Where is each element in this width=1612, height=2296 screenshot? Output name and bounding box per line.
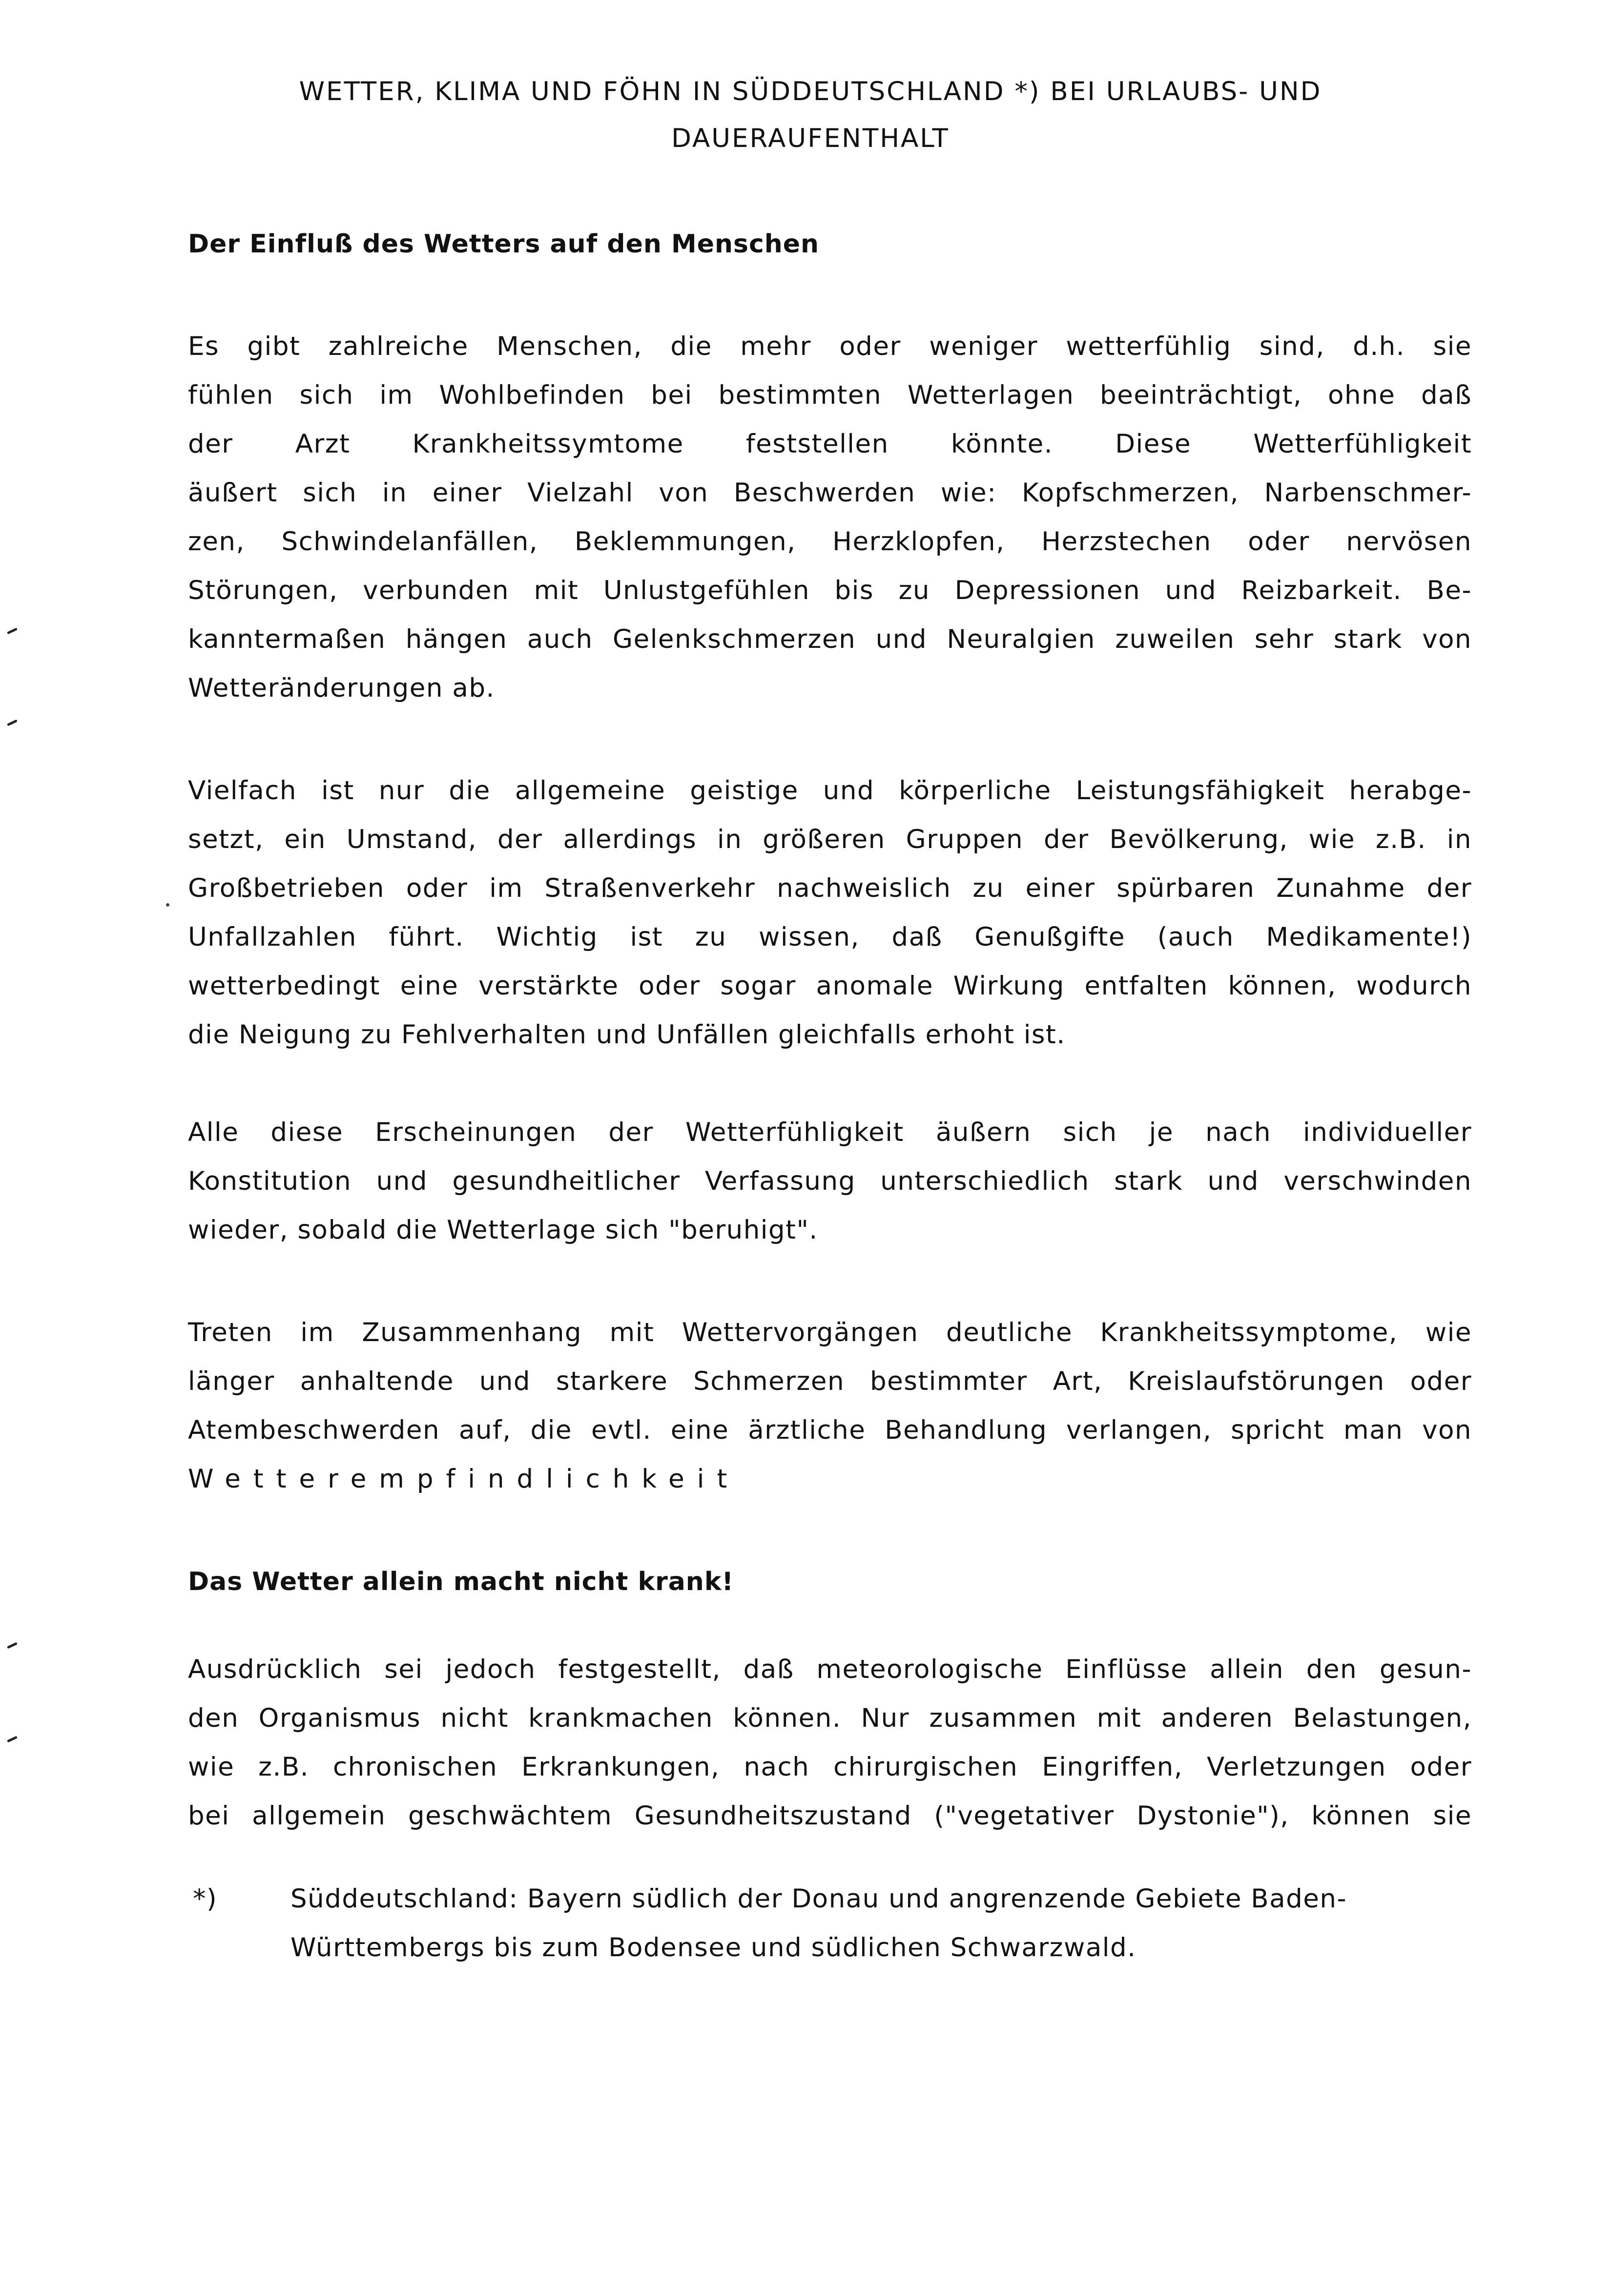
paragraph-3	[188, 1108, 1472, 1255]
paragraph-line: die Neigung zu Fehlverhalten und Unfällen gleichfalls erhoht ist.	[188, 1020, 1066, 1050]
paragraph-line: bei allgemein geschwächtem Gesundheitszustand ("vegetativer Dystonie"), können sie	[188, 1801, 1472, 1831]
section-heading-weather-influence: Der Einfluß des Wetters auf den Menschen	[188, 229, 820, 259]
paragraph-line: kanntermaßen hängen auch Gelenkschmerzen und Neuralgien zuweilen sehr stark von	[188, 624, 1472, 654]
paragraph-line: wieder, sobald die Wetterlage sich "beruhigt".	[188, 1215, 818, 1245]
paragraph-line: den Organismus nicht krankmachen können. Nur zusammen mit anderen Belastungen,	[188, 1703, 1472, 1733]
paragraph-line: Großbetrieben oder im Straßenverkehr nachweislich zu einer spürbaren Zunahme der	[188, 873, 1472, 903]
section-heading-weather-not-sick: Das Wetter allein macht nicht krank!	[188, 1567, 734, 1596]
paragraph-line: äußert sich in einer Vielzahl von Beschwerden wie: Kopfschmerzen, Narbenschmer-	[188, 478, 1472, 508]
paragraph-line: Störungen, verbunden mit Unlustgefühlen bis zu Depressionen und Reizbarkeit. Be-	[188, 576, 1472, 605]
scan-mark	[166, 903, 169, 907]
paragraph-line: setzt, ein Umstand, der allerdings in größeren Gruppen der Bevölkerung, wie z.B. in	[188, 825, 1472, 854]
scan-mark	[7, 720, 18, 726]
paragraph-line: Vielfach ist nur die allgemeine geistige und körperliche Leistungsfähigkeit herabge-	[188, 776, 1472, 806]
title-line-1: WETTER, KLIMA UND FÖHN IN SÜDDEUTSCHLAND *) BEI URLAUBS- UND	[299, 77, 1322, 106]
paragraph-line: zen, Schwindelanfällen, Beklemmungen, Herzklopfen, Herzstechen oder nervösen	[188, 527, 1472, 557]
document-title	[146, 68, 1474, 162]
paragraph-line: Ausdrücklich sei jedoch festgestellt, daß meteorologische Einflüsse allein den gesun-	[188, 1655, 1472, 1684]
paragraph-2	[188, 766, 1472, 1059]
paragraph-line: fühlen sich im Wohlbefinden bei bestimmten Wetterlagen beeinträchtigt, ohne daß	[188, 380, 1472, 410]
footnote-line: Württembergs bis zum Bodensee und südlichen Schwarzwald.	[290, 1933, 1137, 1963]
paragraph-line: wetterbedingt eine verstärkte oder sogar anomale Wirkung entfalten können, wodurch	[188, 971, 1472, 1001]
paragraph-1	[188, 322, 1472, 713]
paragraph-line: wie z.B. chronischen Erkrankungen, nach chirurgischen Eingriffen, Verletzungen oder	[188, 1752, 1472, 1782]
paragraph-line: Alle diese Erscheinungen der Wetterfühligkeit äußern sich je nach individueller	[188, 1117, 1472, 1147]
footnote-marker: *)	[193, 1884, 218, 1914]
paragraph-line: Konstitution und gesundheitlicher Verfassung unterschiedlich stark und verschwinden	[188, 1166, 1472, 1196]
paragraph-5	[188, 1645, 1472, 1841]
paragraph-line: länger anhaltende und starkere Schmerzen bestimmter Art, Kreislaufstörungen oder	[188, 1366, 1472, 1396]
title-line-2: DAUERAUFENTHALT	[671, 124, 950, 153]
scan-mark	[7, 628, 18, 635]
paragraph-line: Wetteränderungen ab.	[188, 673, 495, 703]
paragraph-line: Treten im Zusammenhang mit Wettervorgängen deutliche Krankheitssymptome, wie	[188, 1318, 1472, 1347]
paragraph-line-emphasized: Wetterempfindlichkeit	[188, 1464, 740, 1494]
paragraph-line: Es gibt zahlreiche Menschen, die mehr oder weniger wetterfühlig sind, d.h. sie	[188, 331, 1472, 361]
scan-mark	[7, 1736, 18, 1743]
paragraph-4	[188, 1308, 1472, 1504]
footnote-line: Süddeutschland: Bayern südlich der Donau und angrenzende Gebiete Baden-	[290, 1884, 1347, 1914]
scan-mark	[7, 1642, 18, 1649]
paragraph-line: der Arzt Krankheitssymtome feststellen könnte. Diese Wetterfühligkeit	[188, 429, 1472, 459]
footnote-text	[290, 1875, 1511, 1972]
paragraph-line: Unfallzahlen führt. Wichtig ist zu wissen, daß Genußgifte (auch Medikamente!)	[188, 922, 1472, 952]
paragraph-line: Atembeschwerden auf, die evtl. eine ärztliche Behandlung verlangen, spricht man von	[188, 1415, 1472, 1445]
